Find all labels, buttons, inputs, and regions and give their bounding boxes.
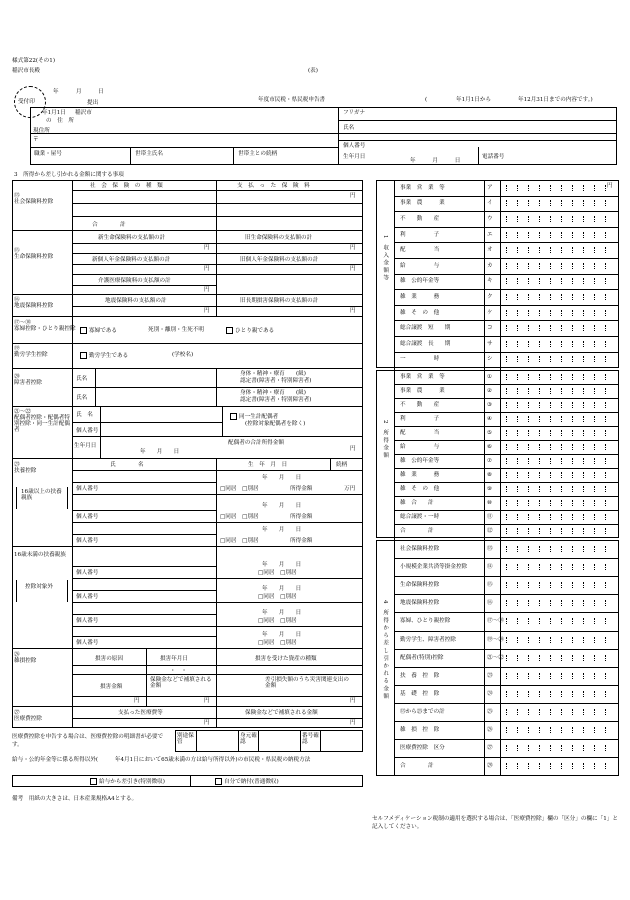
person-info-box [30, 107, 617, 165]
income-row-mark: コ [487, 325, 493, 332]
income-row-mark: ウ [487, 216, 493, 222]
dependent-no-label: 個人番号 [76, 538, 99, 544]
income-row-label: 雑 公的年金等 [400, 278, 440, 285]
deduct-row-mark: ㉓ [487, 672, 493, 679]
shotoku-row-mark: ⑫ [487, 528, 493, 534]
deduct-row-mark: ⑯ [487, 600, 493, 607]
income-row-mark: サ [487, 340, 493, 347]
shotoku-row-label: 合 計 [400, 528, 434, 534]
shotoku-row-label: 事業 営 業 等 [400, 374, 445, 380]
shotoku-row-mark: ③ [487, 402, 493, 408]
income-row-label: 不 動 産 [400, 216, 440, 222]
shotoku-row-mark: ④ [487, 416, 493, 422]
deduct-row-label: 勤労学生、障害者控除 [400, 636, 456, 643]
deduct-row-mark: ⑭ [487, 564, 493, 571]
income-row-mark: ア [487, 184, 493, 191]
normal-collection-checkbox[interactable] [215, 778, 222, 785]
deduct-row-label: ⑬から㉕までの計 [400, 708, 445, 715]
dependent-no-label: 個人番号 [76, 514, 99, 520]
income-row-label: 事業 営 業 等 [400, 184, 445, 191]
u16-no-label: 個人番号 [76, 570, 99, 576]
side-label: (表) [308, 68, 318, 74]
income-row-mark: イ [487, 200, 493, 207]
deduct-row-label: 寡婦、ひとり親控除 [400, 618, 451, 625]
deduct-row-label: 生命保険料控除 [400, 582, 440, 589]
income-row-mark: カ [487, 262, 493, 269]
shotoku-row-mark: ⑪ [487, 514, 493, 520]
same-household-spouse-checkbox[interactable] [230, 413, 237, 420]
deduct-row-label: 社会保険料控除 [400, 546, 440, 553]
form-number: 様式第22(その1) [12, 58, 56, 64]
addressee: 稲沢市長殿 [12, 68, 40, 74]
income-row-label: 一 時 [400, 356, 440, 363]
shotoku-row-label: 雑 合 計 [400, 500, 434, 506]
form-title: 年度市民税・県民税申告書 [258, 97, 326, 103]
income-row-mark: ケ [487, 309, 493, 316]
deduct-row-label: 扶 養 控 除 [400, 672, 440, 679]
deduct-row-mark: ⑬ [487, 546, 493, 553]
deduct-row-mark: ㉕ [487, 708, 493, 715]
shotoku-row-label: 配 当 [400, 430, 440, 436]
deduct-row-mark: ⑲〜⑳ [487, 636, 504, 643]
single-parent-checkbox[interactable] [226, 327, 233, 334]
deduct-row-mark: ㉑〜㉒ [487, 654, 504, 661]
shotoku-row-mark: ② [487, 388, 493, 394]
shotoku-row-label: 雑 業 務 [400, 472, 440, 478]
shotoku-row-label: 不 動 産 [400, 402, 440, 408]
shotoku-row-mark: ⑦ [487, 458, 493, 464]
selfmed-note: セルフメディケーション税制の適用を選択する場合は、「医療費控除」欄の「区分」の欄に「1」と記入してください。 [372, 816, 618, 830]
special-collection-checkbox[interactable] [90, 778, 97, 785]
shotoku-row-mark: ⑥ [487, 444, 493, 450]
income-row-label: 雑 業 務 [400, 294, 440, 300]
shotoku-row-label: 総合譲渡・一時 [400, 514, 440, 520]
deduct-row-label: 基 礎 控 除 [400, 690, 440, 697]
student-checkbox[interactable] [80, 352, 87, 359]
income-row-mark: ク [487, 294, 493, 300]
life-ins-label: ⑮ 生命保険料控除 [14, 248, 54, 261]
dependent-no-label: 個人番号 [76, 486, 99, 492]
income-row-mark: シ [487, 356, 493, 363]
income-row-label: 事業 農 業 [400, 200, 445, 207]
deduct-row-label: 医療費控除 区分 [400, 745, 445, 752]
shotoku-row-label: 雑 そ の 他 [400, 486, 440, 492]
income-row-label: 総合譲渡 短 期 [400, 325, 451, 332]
deduct-row-label: 配偶者(特別)控除 [400, 654, 444, 661]
income-row-label: 給 与 [400, 262, 440, 269]
shotoku-row-mark: ⑩ [487, 500, 493, 506]
deduct-row-label: 合 計 [400, 763, 434, 770]
reception-stamp: 受付印 [14, 86, 46, 118]
deduct-row-label: 雑 損 控 除 [400, 727, 440, 734]
shotoku-row-label: 利 子 [400, 416, 440, 422]
income-row-label: 雑 そ の 他 [400, 309, 440, 316]
shotoku-row-mark: ⑧ [487, 472, 493, 478]
income-row-mark: キ [487, 278, 493, 285]
shotoku-row-mark: ① [487, 374, 493, 380]
u16-no-label: 個人番号 [76, 618, 99, 624]
deduct-row-mark: ㉔ [487, 690, 493, 697]
income-row-label: 配 当 [400, 247, 440, 254]
shotoku-row-label: 雑 公的年金等 [400, 458, 440, 464]
deduct-row-mark: ⑮ [487, 582, 493, 589]
deduct-row-label: 地震保険料控除 [400, 600, 440, 607]
deduct-row-mark: ㉘ [487, 763, 493, 770]
deduct-row-label: 小規模企業共済等掛金控除 [400, 564, 468, 571]
shotoku-row-label: 事業 農 業 [400, 388, 445, 394]
income-row-label: 利 子 [400, 231, 440, 238]
shotoku-row-label: 給 与 [400, 444, 440, 450]
u16-no-label: 個人番号 [76, 594, 99, 600]
shotoku-row-mark: ⑤ [487, 430, 493, 436]
income-row-label: 総合譲渡 長 期 [400, 340, 451, 347]
deduct-row-mark: ㉗ [487, 745, 493, 752]
social-ins-label: ⑬ 社会保険料控除 [14, 193, 54, 206]
widow-checkbox[interactable] [80, 327, 87, 334]
deduct-row-mark: ㉖ [487, 727, 493, 734]
shotoku-row-mark: ⑨ [487, 486, 493, 492]
u16-no-label: 個人番号 [76, 640, 99, 646]
income-row-mark: エ [487, 231, 493, 238]
deduct-row-mark: ⑰〜⑱ [487, 618, 504, 625]
section3-title: 3 所得から差し引かれる金額に関する事項 [14, 172, 124, 178]
income-row-mark: オ [487, 247, 493, 254]
